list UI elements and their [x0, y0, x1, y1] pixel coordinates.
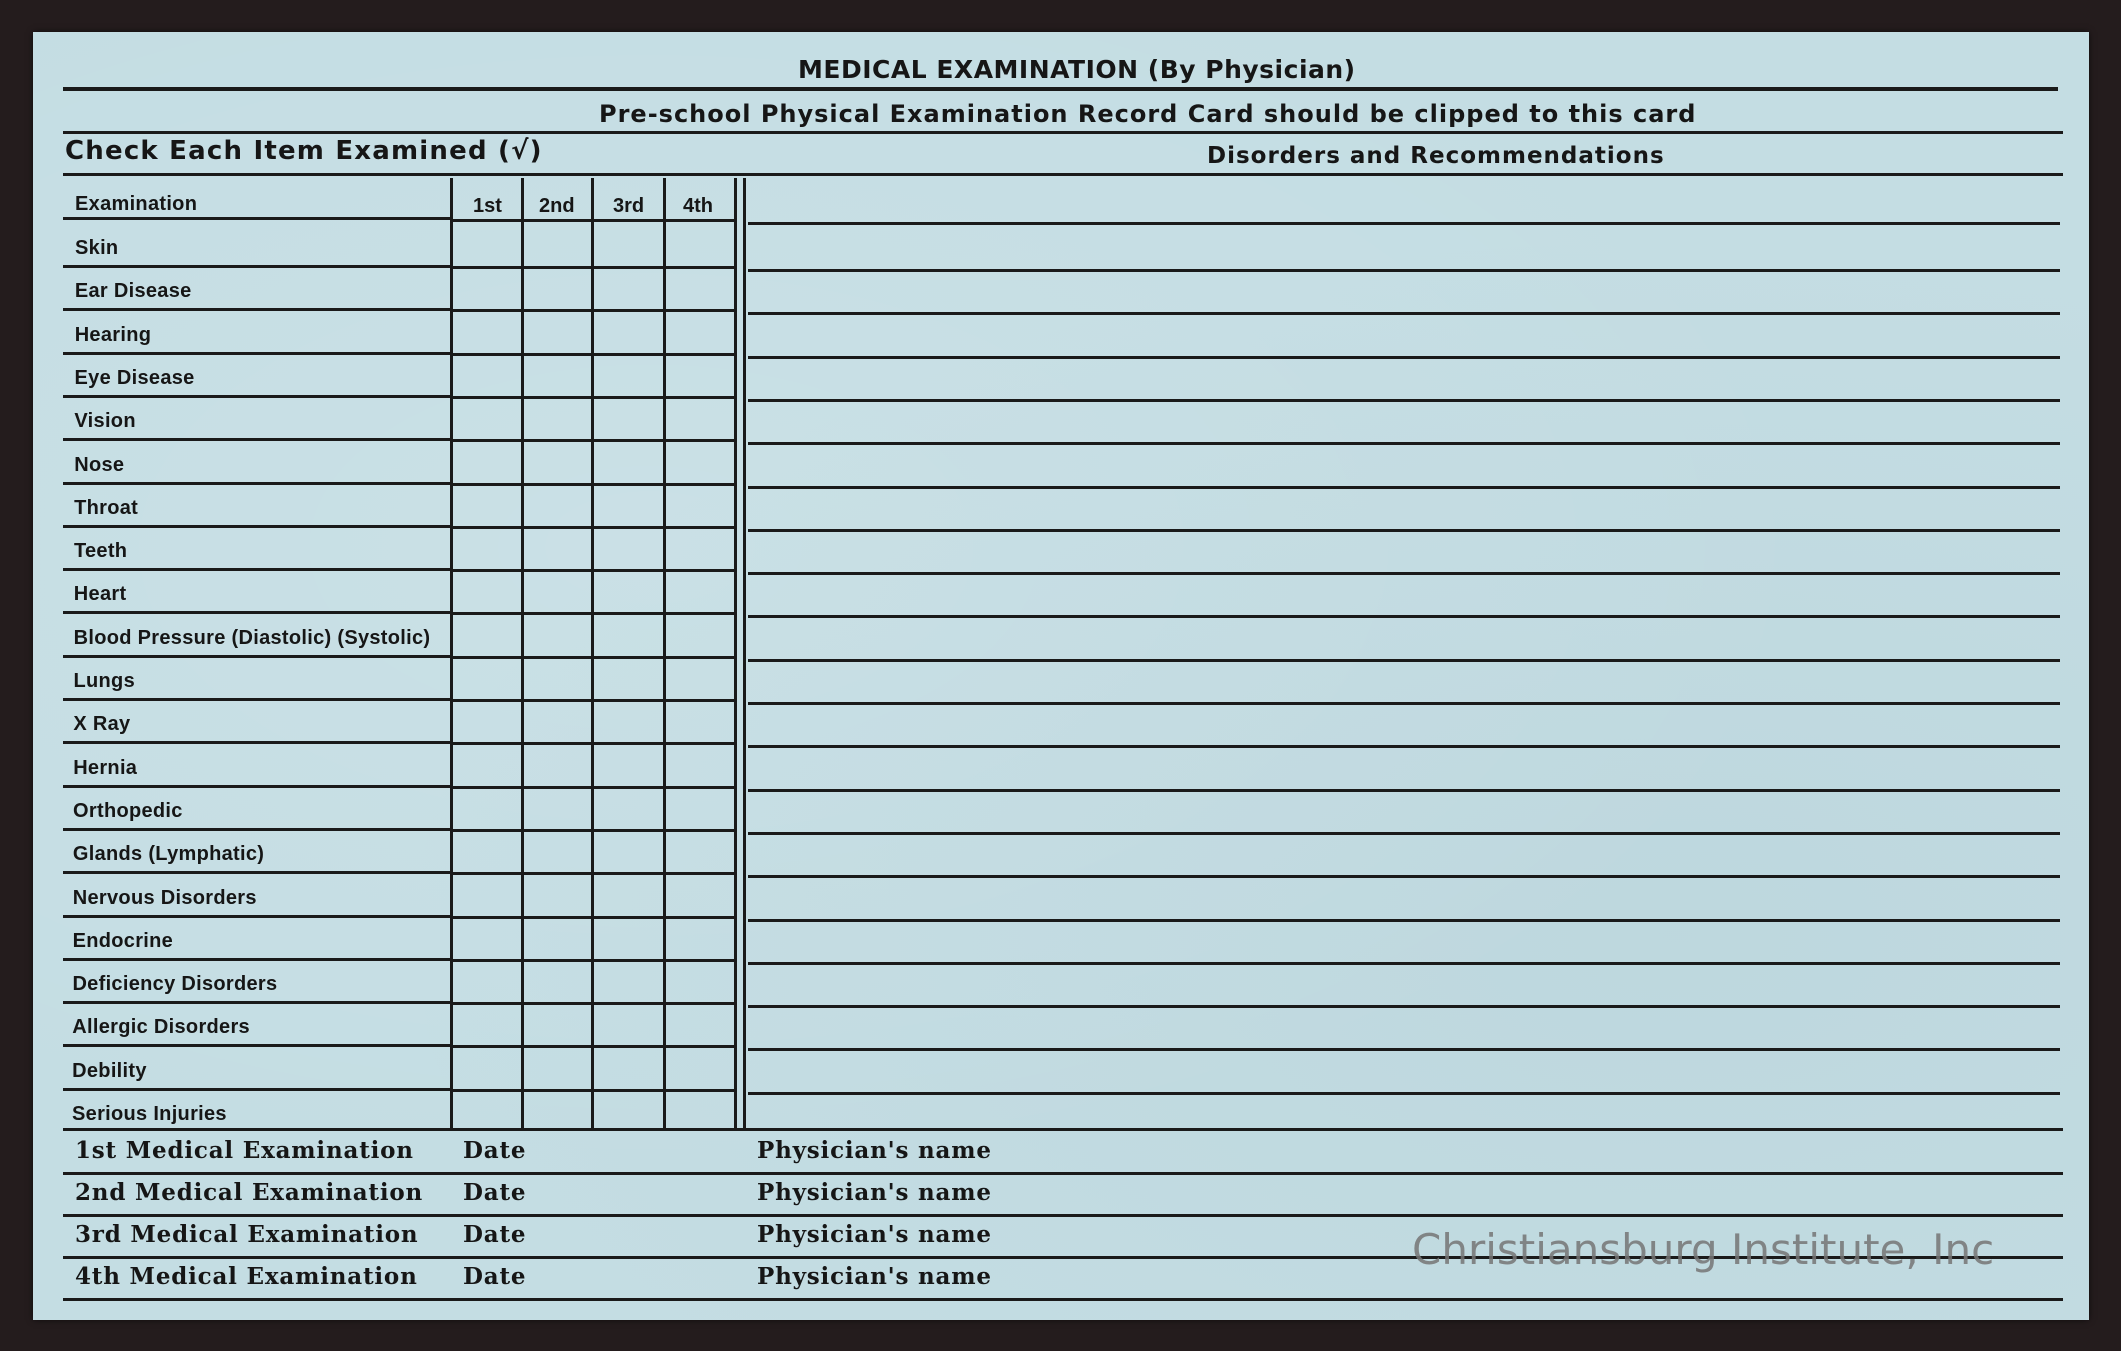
disorders-line — [748, 572, 2060, 575]
exam-item-label: Eye Disease — [74, 366, 195, 389]
exam-item-rule — [63, 655, 450, 658]
checkbox-row-rule — [453, 526, 735, 529]
signoff-exam-label: 4th Medical Examination — [75, 1263, 418, 1290]
exam-item-label: Throat — [74, 496, 139, 519]
disorders-line — [748, 1048, 2060, 1051]
disorders-line — [748, 702, 2060, 705]
disorders-line — [748, 875, 2060, 878]
exam-item-label: Ear Disease — [74, 280, 192, 303]
column-divider — [450, 178, 453, 1128]
checkbox-row-rule — [453, 1089, 735, 1092]
exam-item-rule — [63, 698, 450, 701]
disorders-line — [748, 399, 2060, 402]
exam-item-label: Hernia — [73, 756, 138, 779]
visit-column-3rd: 3rd — [613, 195, 645, 217]
exam-item-rule — [63, 828, 450, 831]
subtitle-rule — [63, 131, 2063, 134]
disorders-line — [748, 486, 2060, 489]
section-rule — [63, 1128, 2063, 1131]
exam-item-label: Nose — [74, 453, 125, 476]
checkbox-row-rule — [453, 439, 735, 442]
visit-column-4th: 4th — [683, 195, 713, 217]
exam-item-rule — [63, 265, 450, 268]
column-divider — [663, 178, 666, 1128]
disorders-line — [748, 1005, 2060, 1008]
signoff-exam-label: 2nd Medical Examination — [75, 1179, 424, 1206]
card-subtitle: Pre-school Physical Examination Record Card should be clipped to this card — [599, 100, 1697, 128]
signoff-physician-label: Physician's name — [757, 1137, 992, 1164]
disorders-line — [748, 529, 2060, 532]
disorders-line — [748, 1092, 2060, 1095]
column-divider — [743, 178, 746, 1128]
examination-header-rule — [63, 217, 450, 220]
checkbox-row-rule — [453, 309, 735, 312]
exam-item-label: Heart — [73, 583, 127, 606]
header-rule — [63, 173, 2063, 176]
checkbox-row-rule — [453, 396, 735, 399]
disorders-line — [748, 356, 2060, 359]
signoff-physician-label: Physician's name — [757, 1263, 992, 1290]
signoff-date-label: Date — [463, 1179, 527, 1206]
exam-item-label: Serious Injuries — [72, 1103, 227, 1125]
exam-item-label: Blood Pressure (Diastolic) (Systolic) — [73, 626, 431, 649]
checkbox-row-rule — [453, 612, 735, 615]
checkbox-row-rule — [453, 829, 735, 832]
checkbox-row-rule — [453, 872, 735, 875]
disorders-header: Disorders and Recommendations — [1207, 143, 1665, 169]
disorders-line — [748, 789, 2060, 792]
visit-column-1st: 1st — [473, 195, 502, 217]
exam-item-rule — [63, 871, 450, 874]
exam-item-rule — [63, 395, 450, 398]
checkbox-row-rule — [453, 266, 735, 269]
exam-item-rule — [63, 741, 450, 744]
exam-item-rule — [63, 958, 450, 961]
exam-item-label: X Ray — [73, 713, 131, 736]
signoff-rule — [63, 1172, 2063, 1175]
exam-item-label: Endocrine — [72, 929, 174, 952]
exam-item-rule — [63, 1044, 450, 1047]
check-items-header: Check Each Item Examined (√) — [65, 136, 543, 166]
signoff-rule — [63, 1298, 2063, 1301]
column-divider — [521, 178, 524, 1128]
exam-item-label: Lungs — [73, 670, 135, 692]
checkbox-row-rule — [453, 569, 735, 572]
checkbox-row-rule — [453, 959, 735, 962]
visit-header-rule — [453, 219, 735, 222]
exam-item-rule — [63, 1001, 450, 1004]
disorders-line — [748, 442, 2060, 445]
checkbox-row-rule — [453, 1002, 735, 1005]
disorders-line — [748, 832, 2060, 835]
checkbox-row-rule — [453, 1045, 735, 1048]
exam-item-label: Hearing — [74, 323, 152, 346]
signoff-date-label: Date — [463, 1221, 527, 1248]
disorders-line — [748, 615, 2060, 618]
exam-item-rule — [63, 352, 450, 355]
exam-item-rule — [63, 1088, 450, 1091]
exam-item-rule — [63, 438, 450, 441]
disorders-line — [748, 919, 2060, 922]
column-divider — [591, 178, 594, 1128]
exam-item-label: Nervous Disorders — [72, 886, 257, 909]
checkbox-row-rule — [453, 742, 735, 745]
record-card — [33, 32, 2089, 1320]
exam-item-rule — [63, 568, 450, 571]
disorders-line — [748, 312, 2060, 315]
checkbox-row-rule — [453, 699, 735, 702]
title-rule — [63, 87, 2058, 91]
exam-item-rule — [63, 785, 450, 788]
signoff-exam-label: 1st Medical Examination — [75, 1137, 414, 1164]
disorders-line — [748, 269, 2060, 272]
exam-item-rule — [63, 915, 450, 918]
exam-item-label: Skin — [75, 237, 119, 259]
signoff-date-label: Date — [463, 1263, 527, 1290]
exam-item-label: Allergic Disorders — [72, 1016, 250, 1039]
exam-item-label: Vision — [74, 410, 136, 433]
exam-item-label: Deficiency Disorders — [72, 973, 278, 996]
exam-item-rule — [63, 482, 450, 485]
exam-item-label: Glands (Lymphatic) — [72, 843, 265, 866]
signoff-physician-label: Physician's name — [757, 1221, 992, 1248]
checkbox-row-rule — [453, 353, 735, 356]
signoff-rule — [63, 1214, 2063, 1217]
checkbox-row-rule — [453, 916, 735, 919]
disorders-line — [748, 222, 2060, 225]
checkbox-row-rule — [453, 483, 735, 486]
exam-item-rule — [63, 611, 450, 614]
visit-column-2nd: 2nd — [539, 195, 575, 217]
column-divider — [734, 178, 737, 1128]
disorders-line — [748, 659, 2060, 662]
disorders-line — [748, 962, 2060, 965]
checkbox-row-rule — [453, 786, 735, 789]
signoff-date-label: Date — [463, 1137, 527, 1164]
exam-item-label: Orthopedic — [73, 799, 183, 822]
exam-item-label: Debility — [72, 1059, 147, 1082]
signoff-exam-label: 3rd Medical Examination — [75, 1221, 419, 1248]
examination-column-header: Examination — [75, 193, 198, 215]
checkbox-row-rule — [453, 656, 735, 659]
watermark: Christiansburg Institute, Inc — [1412, 1225, 1995, 1274]
exam-item-label: Teeth — [73, 540, 128, 563]
exam-item-rule — [63, 308, 450, 311]
disorders-line — [748, 745, 2060, 748]
card-title: MEDICAL EXAMINATION (By Physician) — [798, 55, 1356, 84]
signoff-physician-label: Physician's name — [757, 1179, 992, 1206]
exam-item-rule — [63, 525, 450, 528]
